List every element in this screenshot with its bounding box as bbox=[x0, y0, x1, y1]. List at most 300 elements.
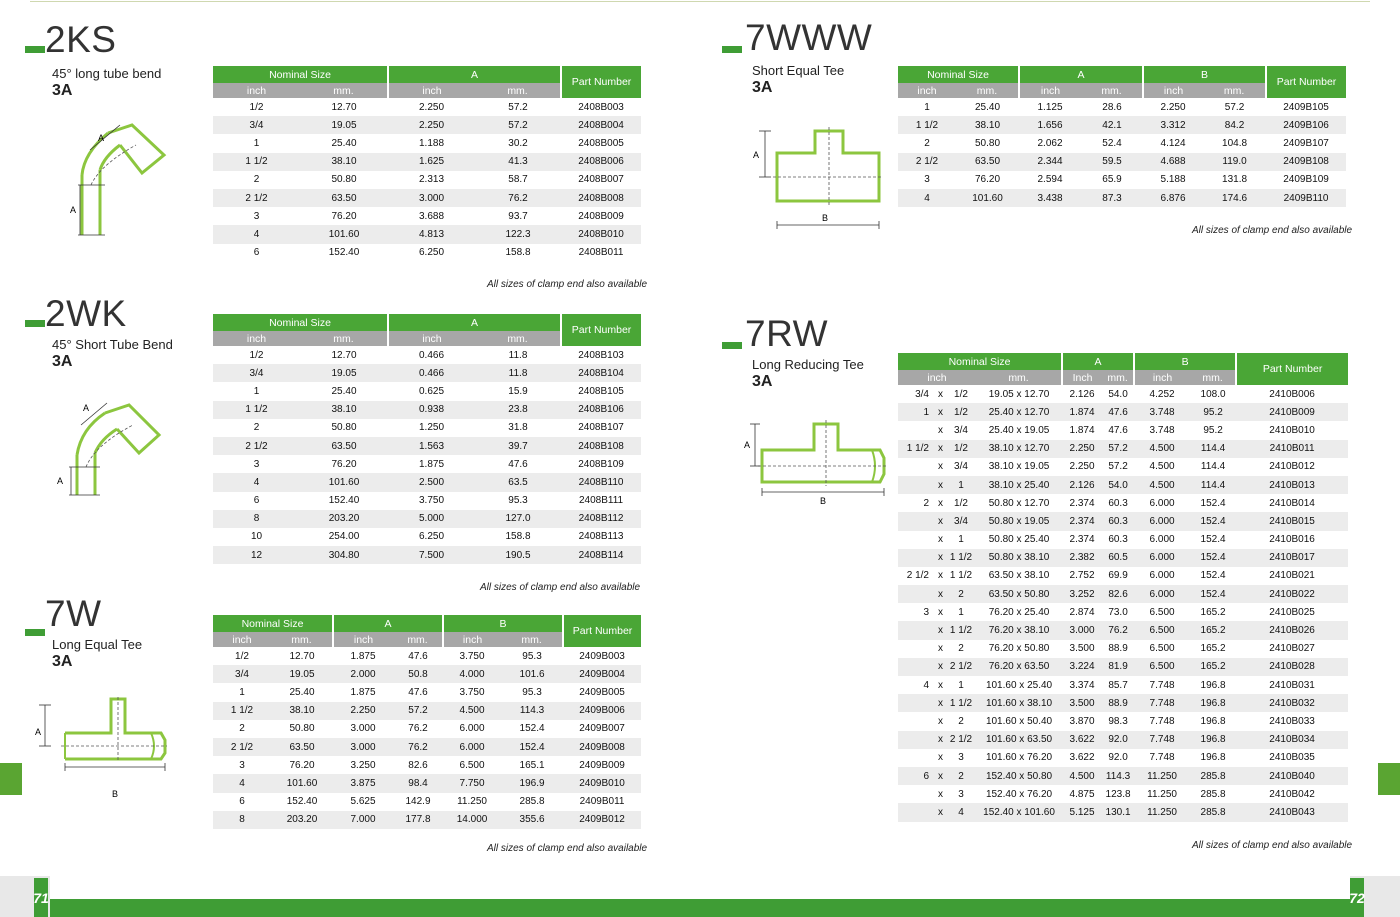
table-cell: 15.9 bbox=[508, 385, 528, 397]
table-cell: 108.0 bbox=[1200, 388, 1226, 400]
table-cell: 2409B005 bbox=[579, 686, 625, 698]
table-row bbox=[213, 455, 641, 473]
table-cell: 2.374 bbox=[1062, 512, 1102, 530]
table-cell: x bbox=[935, 440, 946, 458]
table-cell: 196.9 bbox=[501, 774, 563, 792]
table-cell: 6.000 bbox=[1134, 549, 1190, 567]
left-side-tab bbox=[0, 763, 22, 795]
table-cell: 57.2 bbox=[475, 116, 561, 134]
table-cell: 2.500 bbox=[388, 473, 475, 491]
table-cell: 0.466 bbox=[419, 349, 445, 361]
table-cell: 2409B007 bbox=[579, 723, 625, 735]
header-b: B bbox=[1143, 66, 1266, 83]
table-row bbox=[898, 731, 1348, 749]
table-cell: 152.4 bbox=[1200, 497, 1226, 509]
table-cell: 60.5 bbox=[1102, 549, 1134, 567]
long-equal-tee-diagram bbox=[33, 695, 173, 805]
table-cell: 2.250 bbox=[388, 116, 475, 134]
table-row bbox=[213, 171, 641, 189]
table-cell: 57.2 bbox=[393, 702, 443, 720]
dimension-label: A bbox=[744, 440, 751, 450]
table-row bbox=[213, 437, 641, 455]
product-name: Long Equal Tee bbox=[52, 637, 143, 652]
table-cell: 2410B025 bbox=[1269, 606, 1315, 618]
subheader: inch bbox=[388, 83, 475, 98]
table-cell: 2410B031 bbox=[1269, 679, 1315, 691]
table-cell: 101.60 x 76.20 bbox=[985, 752, 1053, 764]
table-row bbox=[213, 382, 641, 400]
table-cell: 1/2 bbox=[954, 497, 968, 509]
table-cell bbox=[898, 531, 935, 549]
subheader: mm. bbox=[501, 632, 563, 647]
table-cell: 3 bbox=[924, 174, 930, 186]
table-cell: 2408B111 bbox=[578, 495, 624, 507]
product-code: 7W bbox=[45, 593, 102, 634]
table-cell: 6.000 bbox=[1149, 497, 1175, 509]
bend-45-long-diagram bbox=[60, 115, 175, 245]
table-cell: x bbox=[935, 767, 946, 785]
table-cell: 57.2 bbox=[1224, 101, 1245, 113]
table-row bbox=[213, 647, 641, 665]
table-cell: 47.6 bbox=[1102, 403, 1134, 421]
table-cell: 2408B112 bbox=[561, 510, 641, 528]
table-cell: 3 bbox=[253, 210, 260, 222]
table-cell: 152.4 bbox=[1200, 570, 1226, 582]
table-cell bbox=[898, 694, 935, 712]
table-cell: 2408B108 bbox=[561, 437, 641, 455]
table-cell: 38.10 bbox=[300, 153, 388, 171]
subheader: mm. bbox=[393, 632, 443, 647]
table-cell: 6.250 bbox=[419, 247, 445, 259]
table-cell: x bbox=[935, 621, 946, 639]
table-cell: 3.622 bbox=[1062, 731, 1102, 749]
table-row bbox=[213, 492, 641, 510]
table-cell: 1/2 bbox=[249, 349, 264, 361]
table-cell: 165.1 bbox=[519, 759, 545, 771]
table-cell bbox=[898, 658, 935, 676]
table-cell: 50.80 bbox=[331, 174, 357, 186]
table-cell: x bbox=[938, 497, 943, 509]
table-cell: 2409B004 bbox=[563, 665, 641, 683]
table-cell: 2 1/2 bbox=[213, 437, 300, 455]
table-cell: 59.5 bbox=[1081, 153, 1143, 171]
table-cell: 3/4 bbox=[213, 364, 300, 382]
table-cell: 1 bbox=[253, 137, 260, 149]
dimension-label: A bbox=[98, 133, 105, 143]
table-cell: 38.10 x 12.70 bbox=[976, 440, 1062, 458]
table-row bbox=[898, 458, 1348, 476]
table-cell: 2.752 bbox=[1069, 570, 1095, 582]
table-cell: 101.6 bbox=[501, 665, 563, 683]
table-cell: 8 bbox=[213, 510, 300, 528]
table-row bbox=[898, 440, 1348, 458]
table-cell: 1 1/2 bbox=[213, 153, 300, 171]
table-row bbox=[898, 531, 1348, 549]
table-cell: 142.9 bbox=[405, 796, 431, 808]
table-cell: 38.10 bbox=[271, 702, 333, 720]
table-cell: 76.2 bbox=[408, 723, 428, 735]
subheader: inch bbox=[1134, 370, 1190, 385]
table-cell: 6 bbox=[253, 247, 260, 259]
table-cell: 3.750 bbox=[419, 495, 445, 507]
table-cell bbox=[898, 803, 935, 821]
table-cell: 92.0 bbox=[1102, 731, 1134, 749]
table-cell: 3.748 bbox=[1149, 424, 1175, 436]
table-cell: 2409B106 bbox=[1266, 116, 1346, 134]
table-row bbox=[213, 528, 641, 546]
table-cell: 2410B021 bbox=[1269, 570, 1315, 582]
table-cell: 2410B016 bbox=[1269, 534, 1315, 546]
header-nominal-size: Nominal Size bbox=[213, 615, 333, 632]
table-cell: 1 bbox=[924, 101, 930, 113]
table-row bbox=[213, 364, 641, 382]
table-cell: 101.60 x 25.40 bbox=[985, 679, 1053, 691]
table-cell: 3.750 bbox=[459, 650, 485, 662]
table-cell: x bbox=[938, 715, 943, 727]
table-cell: 25.40 x 12.70 bbox=[976, 403, 1062, 421]
table-cell: 1 1/2 bbox=[946, 549, 976, 567]
spec-table-7w bbox=[213, 615, 641, 829]
table-row bbox=[213, 419, 641, 437]
table-cell: 3.312 bbox=[1143, 116, 1203, 134]
table-cell: 2 1/2 bbox=[213, 189, 300, 207]
table-cell: 3.000 bbox=[388, 189, 475, 207]
table-cell bbox=[898, 712, 935, 730]
table-cell: 2410B014 bbox=[1269, 497, 1315, 509]
table-cell: 30.2 bbox=[508, 137, 528, 149]
table-cell bbox=[898, 476, 935, 494]
table-cell: 76.20 x 50.80 bbox=[988, 643, 1050, 655]
table-cell: 2 1/2 bbox=[946, 731, 976, 749]
table-cell: 3.000 bbox=[333, 738, 393, 756]
table-cell: 1/2 bbox=[249, 101, 264, 113]
table-cell: 3.750 bbox=[459, 686, 485, 698]
table-cell: 50.80 x 19.05 bbox=[976, 512, 1062, 530]
table-cell: 8 bbox=[213, 811, 271, 829]
table-row bbox=[898, 494, 1348, 512]
table-row bbox=[898, 621, 1348, 639]
table-cell: 50.80 x 25.40 bbox=[988, 534, 1050, 546]
table-cell: x bbox=[935, 549, 946, 567]
table-cell: 65.9 bbox=[1102, 174, 1122, 186]
table-cell: 3.870 bbox=[1069, 715, 1095, 727]
table-cell bbox=[898, 585, 935, 603]
table-row bbox=[898, 512, 1348, 530]
table-cell: 76.20 x 63.50 bbox=[976, 658, 1062, 676]
table-cell: 203.20 bbox=[271, 811, 333, 829]
table-cell: 2 1/2 bbox=[213, 738, 271, 756]
page-number-left: 71 bbox=[34, 878, 48, 917]
product-name: Long Reducing Tee bbox=[752, 357, 864, 372]
table-cell: 2409B105 bbox=[1283, 101, 1329, 113]
table-cell: 2.594 bbox=[1037, 174, 1063, 186]
table-cell: 2409B107 bbox=[1283, 137, 1329, 149]
table-row bbox=[213, 189, 641, 207]
table-cell: 3/4 bbox=[954, 461, 968, 473]
subheader: inch bbox=[443, 632, 501, 647]
table-cell: 114.4 bbox=[1190, 476, 1236, 494]
table-cell: 3.438 bbox=[1019, 189, 1081, 207]
table-row bbox=[213, 153, 641, 171]
table-row bbox=[213, 793, 641, 811]
table-cell: 11.250 bbox=[1134, 767, 1190, 785]
table-cell: 131.8 bbox=[1222, 174, 1248, 186]
table-cell: 152.40 bbox=[286, 796, 318, 808]
dimension-label: A bbox=[753, 150, 760, 160]
table-cell: 3.500 bbox=[1062, 694, 1102, 712]
table-cell: 4.500 bbox=[1134, 476, 1190, 494]
table-cell: 42.1 bbox=[1081, 116, 1143, 134]
table-cell: 2.250 bbox=[419, 101, 445, 113]
table-cell: 6.500 bbox=[1134, 621, 1190, 639]
table-row bbox=[898, 567, 1348, 585]
table-cell: 6.000 bbox=[459, 723, 485, 735]
table-row bbox=[213, 665, 641, 683]
table-cell: 2410B026 bbox=[1236, 621, 1348, 639]
table-cell: 3/4 bbox=[915, 388, 929, 400]
table-cell: 12.70 bbox=[331, 349, 357, 361]
subheader: inch bbox=[213, 632, 271, 647]
table-row bbox=[213, 702, 641, 720]
table-cell bbox=[898, 549, 935, 567]
table-cell: 3/4 bbox=[213, 665, 271, 683]
table-row bbox=[898, 603, 1348, 621]
table-cell: 196.8 bbox=[1190, 731, 1236, 749]
header-nominal-size: Nominal Size bbox=[898, 353, 1062, 370]
table-cell: 19.05 x 12.70 bbox=[988, 388, 1050, 400]
table-cell: 101.60 x 38.10 bbox=[976, 694, 1062, 712]
table-row bbox=[213, 134, 641, 152]
table-cell: 3 bbox=[958, 752, 964, 764]
table-cell: 3.622 bbox=[1069, 752, 1095, 764]
dimension-label: B bbox=[112, 789, 119, 799]
table-cell: 2408B011 bbox=[578, 247, 624, 259]
table-cell: 82.6 bbox=[1102, 585, 1134, 603]
subheader: inch bbox=[388, 331, 475, 346]
table-cell: 6 bbox=[239, 796, 245, 808]
table-cell: 50.80 x 38.10 bbox=[976, 549, 1062, 567]
table-cell: 104.8 bbox=[1222, 137, 1248, 149]
table-row bbox=[898, 585, 1348, 603]
table-cell: 0.938 bbox=[388, 401, 475, 419]
table-cell: 4 bbox=[213, 473, 300, 491]
table-cell: 3 bbox=[239, 759, 245, 771]
table-cell: x bbox=[935, 694, 946, 712]
table-cell: 3.250 bbox=[350, 759, 376, 771]
table-row bbox=[213, 720, 641, 738]
table-cell: 38.10 x 25.40 bbox=[976, 476, 1062, 494]
table-cell: 3/4 bbox=[954, 424, 968, 436]
product-code: 7WWW bbox=[745, 17, 873, 58]
subheader: inch bbox=[1019, 83, 1081, 98]
table-cell: 1 1/2 bbox=[946, 694, 976, 712]
table-cell: 2408B107 bbox=[578, 422, 624, 434]
table-cell: x bbox=[935, 731, 946, 749]
table-cell: 63.50 bbox=[300, 437, 388, 455]
table-cell: 2.344 bbox=[1019, 153, 1081, 171]
table-cell: 190.5 bbox=[475, 546, 561, 564]
table-cell: 2 bbox=[923, 497, 929, 509]
table-cell: 1 bbox=[253, 385, 260, 397]
table-cell: 152.4 bbox=[501, 738, 563, 756]
table-cell: 203.20 bbox=[300, 510, 388, 528]
table-cell: 2410B010 bbox=[1269, 424, 1315, 436]
table-row bbox=[898, 803, 1348, 821]
table-cell: 88.9 bbox=[1108, 643, 1128, 655]
table-cell: 3.748 bbox=[1134, 403, 1190, 421]
table-cell: 6.250 bbox=[419, 531, 445, 543]
table-cell: 95.3 bbox=[522, 650, 542, 662]
table-cell: 123.8 bbox=[1105, 788, 1131, 800]
table-cell: 14.000 bbox=[443, 811, 501, 829]
table-cell: 2.250 bbox=[1062, 440, 1102, 458]
table-cell: 31.8 bbox=[508, 422, 528, 434]
table-cell: 76.20 bbox=[331, 458, 357, 470]
header-part-number: Part Number bbox=[1266, 66, 1346, 98]
table-cell: 6.000 bbox=[1149, 534, 1175, 546]
table-cell: 7.748 bbox=[1149, 752, 1175, 764]
table-cell: 52.4 bbox=[1102, 137, 1122, 149]
dimension-label: B bbox=[820, 496, 827, 506]
table-cell: 2409B010 bbox=[563, 774, 641, 792]
table-row bbox=[213, 510, 641, 528]
table-cell: 4.124 bbox=[1160, 137, 1186, 149]
table-cell: 6.500 bbox=[1134, 658, 1190, 676]
dimension-label: A bbox=[35, 727, 42, 737]
table-row bbox=[898, 171, 1346, 189]
table-cell: 76.2 bbox=[393, 738, 443, 756]
table-cell: 2408B114 bbox=[561, 546, 641, 564]
table-cell: x bbox=[935, 403, 946, 421]
table-row bbox=[898, 134, 1346, 152]
table-cell: 1/2 bbox=[235, 650, 249, 662]
table-cell: 2409B008 bbox=[563, 738, 641, 756]
table-cell: 7.500 bbox=[388, 546, 475, 564]
table-cell: 63.50 x 38.10 bbox=[988, 570, 1050, 582]
table-cell: 6.876 bbox=[1143, 189, 1203, 207]
table-cell: 2 1/2 bbox=[946, 658, 976, 676]
table-cell: x bbox=[935, 658, 946, 676]
table-cell: 2410B034 bbox=[1236, 731, 1348, 749]
product-name: Short Equal Tee bbox=[752, 63, 845, 78]
table-cell: 25.40 x 19.05 bbox=[988, 424, 1050, 436]
table-cell: 7.750 bbox=[443, 774, 501, 792]
table-cell: 152.4 bbox=[1190, 512, 1236, 530]
table-cell: 6.000 bbox=[1134, 585, 1190, 603]
table-cell bbox=[898, 731, 935, 749]
table-cell: 2410B022 bbox=[1236, 585, 1348, 603]
table-cell: 92.0 bbox=[1108, 752, 1128, 764]
table-cell: 1 bbox=[946, 476, 976, 494]
table-row bbox=[898, 385, 1348, 403]
table-cell bbox=[898, 749, 935, 767]
table-cell: 7.748 bbox=[1134, 694, 1190, 712]
table-cell: 152.40 bbox=[328, 495, 360, 507]
table-cell: 2408B003 bbox=[578, 101, 624, 113]
table-cell: 50.80 bbox=[289, 723, 315, 735]
subheader: inch bbox=[213, 83, 300, 98]
table-cell: 2409B009 bbox=[579, 759, 625, 771]
table-cell: 2.062 bbox=[1037, 137, 1063, 149]
table-cell: 196.8 bbox=[1200, 679, 1226, 691]
subheader: mm. bbox=[1190, 370, 1236, 385]
header-b: B bbox=[1134, 353, 1236, 370]
table-cell: 95.2 bbox=[1203, 424, 1223, 436]
table-cell: 1 1/2 bbox=[946, 621, 976, 639]
table-cell: 85.7 bbox=[1108, 679, 1128, 691]
table-cell: 2408B008 bbox=[561, 189, 641, 207]
table-row bbox=[213, 401, 641, 419]
table-cell: x bbox=[938, 679, 943, 691]
table-cell: 1/2 bbox=[954, 388, 968, 400]
table-row bbox=[898, 712, 1348, 730]
table-cell: 25.40 bbox=[331, 137, 357, 149]
table-cell: 63.50 bbox=[956, 153, 1019, 171]
table-cell: 2410B040 bbox=[1236, 767, 1348, 785]
table-cell: x bbox=[938, 788, 943, 800]
table-row bbox=[898, 785, 1348, 803]
table-cell: 1 bbox=[958, 679, 964, 691]
table-cell: 2410B035 bbox=[1269, 752, 1315, 764]
page-number-right: 72 bbox=[1350, 878, 1364, 917]
table-cell: 50.80 bbox=[331, 422, 357, 434]
table-cell: 5.188 bbox=[1160, 174, 1186, 186]
table-cell: 19.05 bbox=[300, 116, 388, 134]
table-cell: 4 bbox=[213, 774, 271, 792]
table-cell: 57.2 bbox=[508, 101, 528, 113]
table-cell: 1/2 bbox=[946, 440, 976, 458]
subheader: mm. bbox=[475, 83, 561, 98]
table-row bbox=[898, 767, 1348, 785]
table-cell: 1.875 bbox=[350, 686, 376, 698]
table-cell: 12.70 bbox=[289, 650, 315, 662]
table-cell: x bbox=[935, 512, 946, 530]
table-cell: 3 bbox=[958, 788, 964, 800]
subheader: mm. bbox=[1081, 83, 1143, 98]
table-cell: 2408B006 bbox=[561, 153, 641, 171]
table-cell: 2408B103 bbox=[578, 349, 624, 361]
table-row bbox=[898, 640, 1348, 658]
table-cell: 2408B007 bbox=[578, 174, 624, 186]
table-cell: 152.40 x 50.80 bbox=[976, 767, 1062, 785]
table-cell: 19.05 bbox=[300, 364, 388, 382]
table-cell: 63.50 bbox=[300, 189, 388, 207]
table-cell: 2408B005 bbox=[578, 137, 624, 149]
subheader: mm. bbox=[300, 83, 388, 98]
table-cell: 1 bbox=[958, 606, 964, 618]
table-cell bbox=[898, 421, 935, 439]
table-cell: 152.40 x 76.20 bbox=[985, 788, 1053, 800]
right-side-tab bbox=[1378, 763, 1400, 795]
table-cell: 2 1/2 bbox=[898, 153, 956, 171]
table-cell: 4.500 bbox=[1134, 440, 1190, 458]
table-cell: 3.224 bbox=[1062, 658, 1102, 676]
table-cell: 76.2 bbox=[475, 189, 561, 207]
table-cell bbox=[898, 512, 935, 530]
table-cell: 2408B104 bbox=[561, 364, 641, 382]
table-cell: 76.20 x 38.10 bbox=[976, 621, 1062, 639]
table-cell: 41.3 bbox=[475, 153, 561, 171]
table-cell: 7.748 bbox=[1134, 731, 1190, 749]
section-marker bbox=[722, 46, 742, 53]
table-cell: 76.2 bbox=[1102, 621, 1134, 639]
table-cell: 60.3 bbox=[1102, 512, 1134, 530]
table-cell: 2 bbox=[958, 643, 964, 655]
table-cell: 2410B032 bbox=[1236, 694, 1348, 712]
table-cell: 54.0 bbox=[1108, 388, 1128, 400]
availability-note: All sizes of clamp end also available bbox=[1192, 840, 1353, 851]
table-cell: 1 bbox=[898, 403, 935, 421]
